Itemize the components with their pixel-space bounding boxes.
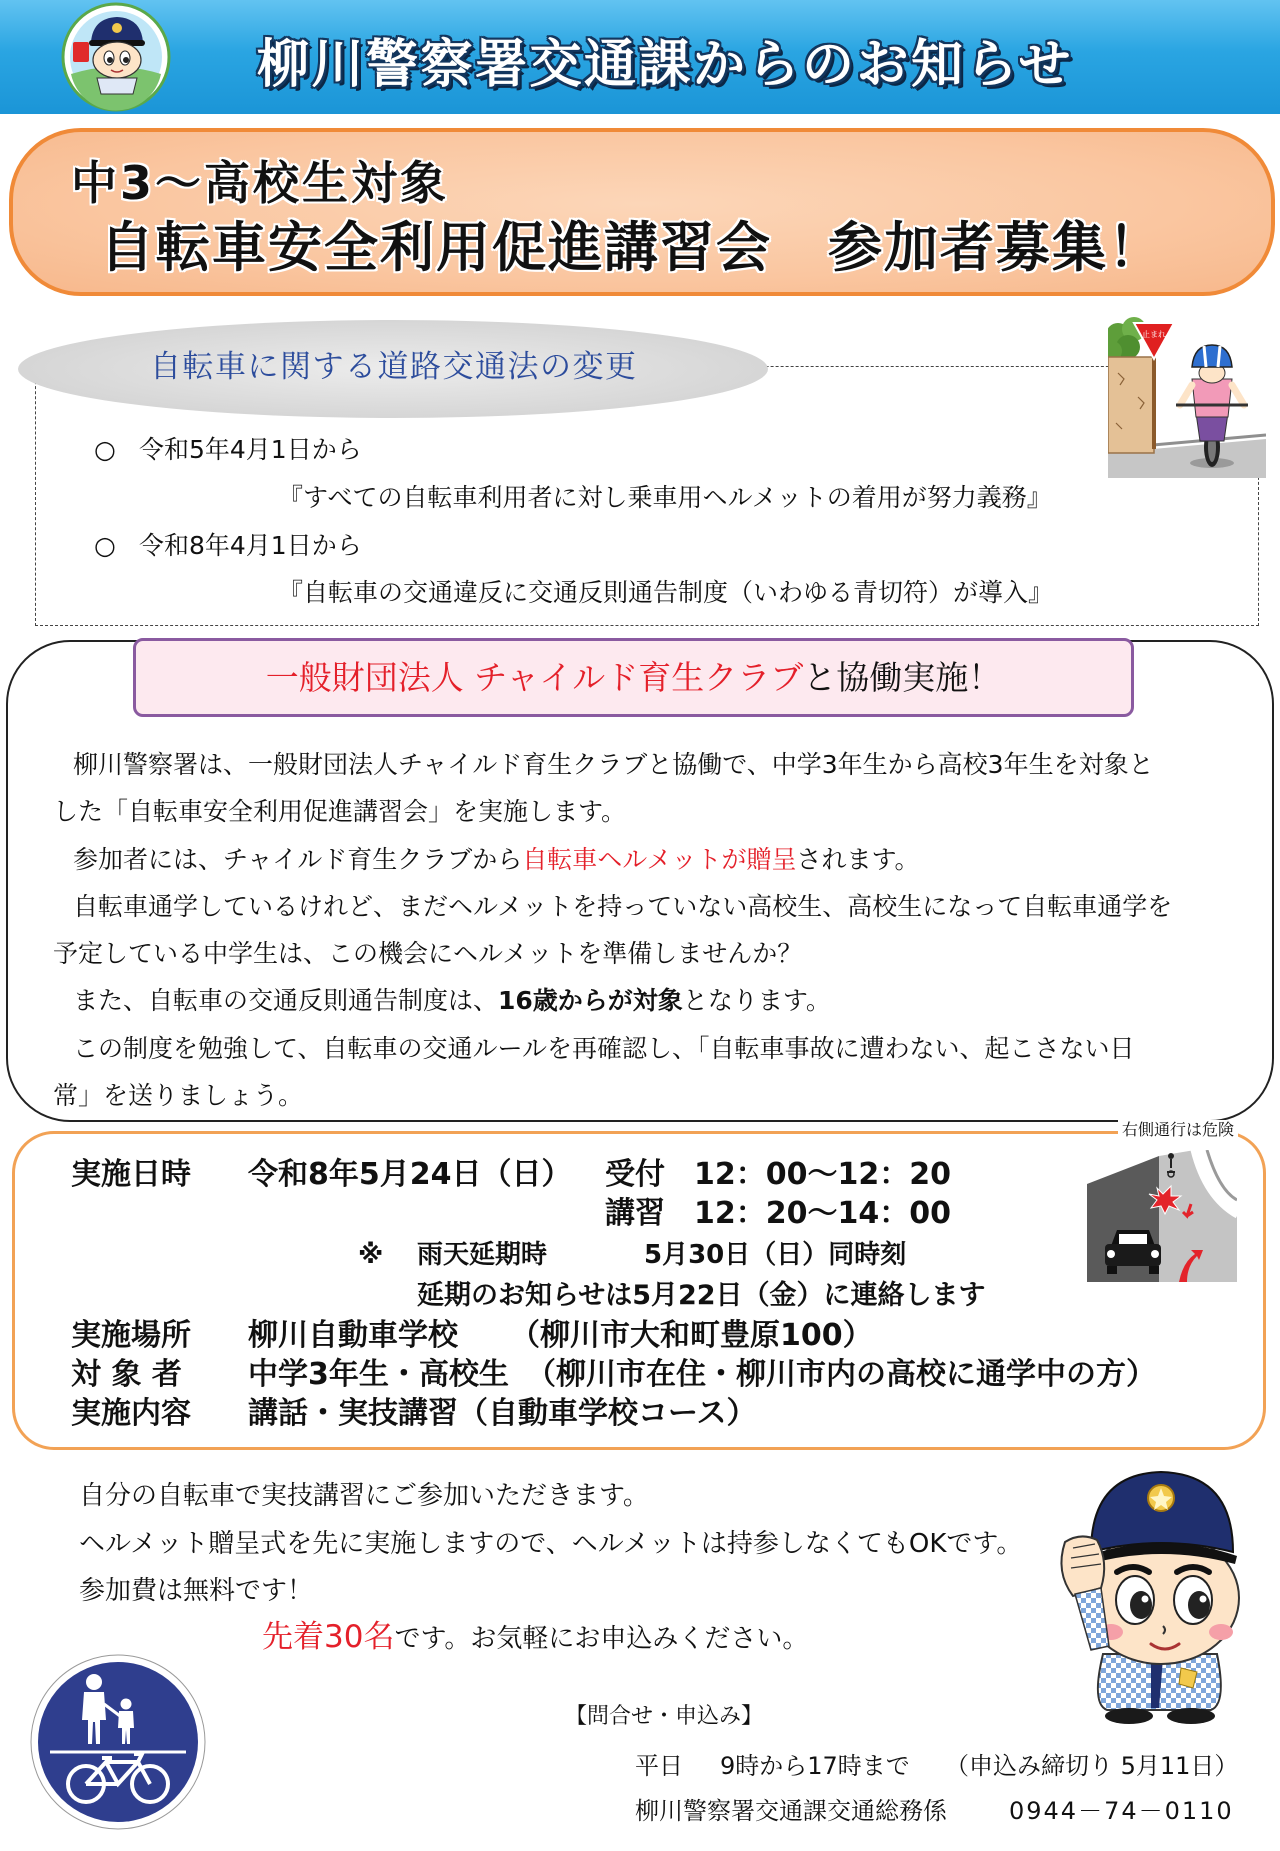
- police-mascot-salute-illustration: [1051, 1468, 1247, 1726]
- rain-note-mark: ※: [358, 1240, 384, 1270]
- partnership-label-suffix: と協働実施！: [803, 658, 1002, 697]
- application-deadline: （申込み締切り 5月11日）: [945, 1752, 1239, 1780]
- note-line-4: [262, 1618, 808, 1658]
- line-6-end: となります。: [682, 986, 831, 1015]
- helmet-gift-highlight: 自転車ヘルメットが贈呈: [522, 845, 797, 874]
- venue-address: （柳川市大和町豊原100）: [510, 1318, 873, 1353]
- content-value: 講話・実技講習（自動車学校コース）: [248, 1396, 757, 1431]
- wall: [1108, 357, 1154, 453]
- rain-date: 5月30日（日）同時刻: [644, 1240, 907, 1270]
- line-3-end: されます。: [796, 845, 920, 874]
- lecture-time: 12：20～14：00: [694, 1196, 951, 1231]
- date-value: 令和8年5月24日（日）: [248, 1157, 572, 1192]
- pedestrian-bicycle-road-sign-icon: [30, 1654, 206, 1830]
- banner-target-audience: 中3～高校生対象: [71, 156, 450, 210]
- target-label: 対 象 者: [71, 1357, 182, 1392]
- content-label: 実施内容: [71, 1396, 191, 1431]
- note-line-2: ヘルメット贈呈式を先に実施しますので、ヘルメットは持参しなくてもOKです。: [79, 1529, 1023, 1559]
- law-item-2-date: 令和8年4月1日から: [139, 531, 362, 560]
- banner-headline: 自転車安全利用促進講習会 参加者募集！: [100, 216, 1164, 279]
- reception-label: 受付: [605, 1157, 665, 1192]
- postpone-notice: 延期のお知らせは5月22日（金）に連絡します: [417, 1280, 986, 1311]
- partner-organization: 一般財団法人 チャイルド育生クラブ: [265, 658, 804, 697]
- right-cheek: [1209, 1624, 1233, 1640]
- police-mascot-logo-icon: [61, 2, 171, 112]
- line-3-start: 参加者には、チャイルド育生クラブから: [73, 845, 523, 874]
- saluting-hand: [1061, 1536, 1109, 1650]
- line-6-start: また、自転車の交通反則通告制度は、: [73, 986, 499, 1015]
- venue-label: 実施場所: [71, 1318, 191, 1353]
- age-16-highlight: 16歳からが対象: [498, 986, 683, 1015]
- reception-time: 12：00～12：20: [694, 1157, 951, 1192]
- contact-phone: 0944－74－0110: [1009, 1797, 1234, 1825]
- rain-label: 雨天延期時: [417, 1240, 548, 1270]
- partnership-line-4: 自転車通学しているけれど、まだヘルメットを持っていない高校生、高校生になって自転車通学を: [73, 892, 1173, 921]
- right-side-riding-danger-illustration: [1087, 1150, 1237, 1282]
- header-title: 柳川警察署交通課からのお知らせ: [257, 35, 1073, 95]
- danger-caption: 右側通行は危険: [1118, 1120, 1238, 1140]
- date-label: 実施日時: [71, 1157, 191, 1192]
- cyclist-stop-sign-illustration: [1108, 313, 1266, 478]
- sign-pole: [1152, 349, 1156, 449]
- partnership-line-6: [73, 985, 831, 1017]
- contact-heading: 【問合せ・申込み】: [565, 1704, 764, 1729]
- contact-days: 平日: [635, 1752, 683, 1780]
- note-line-3: 参加費は無料です！: [79, 1576, 314, 1606]
- first-come-30-highlight: 先着30名: [262, 1619, 395, 1655]
- law-item-1-detail: 『すべての自転車利用者に対し乗車用ヘルメットの着用が努力義務』: [278, 483, 1052, 512]
- partnership-line-1: 柳川警察署は、一般財団法人チャイルド育生クラブと協働で、中学3年生から高校3年生を対象と: [73, 750, 1154, 779]
- note-line-4-end: です。お気軽にお申込みください。: [394, 1624, 809, 1654]
- police-cap: [1087, 1472, 1237, 1564]
- partnership-line-5: 予定している中学生は、この機会にヘルメットを準備しませんか？: [53, 939, 803, 968]
- law-item-2-detail: 『自転車の交通違反に交通反則通告制度（いわゆる青切符）が導入』: [278, 578, 1054, 607]
- contact-hours: 9時から17時まで: [720, 1752, 910, 1780]
- partnership-line-8: 常」を送りましょう。: [53, 1081, 304, 1110]
- target-value: 中学3年生・高校生: [248, 1357, 509, 1392]
- lecture-label: 講習: [605, 1196, 665, 1231]
- partnership-label: [133, 638, 1134, 717]
- contact-office: 柳川警察署交通課交通総務係: [635, 1797, 947, 1825]
- law-item-1-date: 令和5年4月1日から: [139, 435, 362, 464]
- venue-value: 柳川自動車学校: [248, 1318, 458, 1353]
- partnership-line-2: した「自転車安全利用促進講習会」を実施します。: [53, 797, 627, 826]
- partnership-line-3: [73, 844, 920, 876]
- law-change-heading: 自転車に関する道路交通法の変更: [150, 349, 638, 385]
- law-item-2-bullet: ○: [94, 531, 116, 560]
- law-item-1-bullet: ○: [94, 435, 116, 464]
- stop-sign-text: 止まれ: [1142, 330, 1166, 339]
- target-note: （柳川市在住・柳川市内の高校に通学中の方）: [526, 1357, 1156, 1392]
- note-line-1: 自分の自転車で実技講習にご参加いただきます。: [79, 1481, 649, 1511]
- partnership-line-7: この制度を勉強して、自転車の交通ルールを再確認し、「自転車事故に遭わない、起こさない日: [73, 1034, 1135, 1063]
